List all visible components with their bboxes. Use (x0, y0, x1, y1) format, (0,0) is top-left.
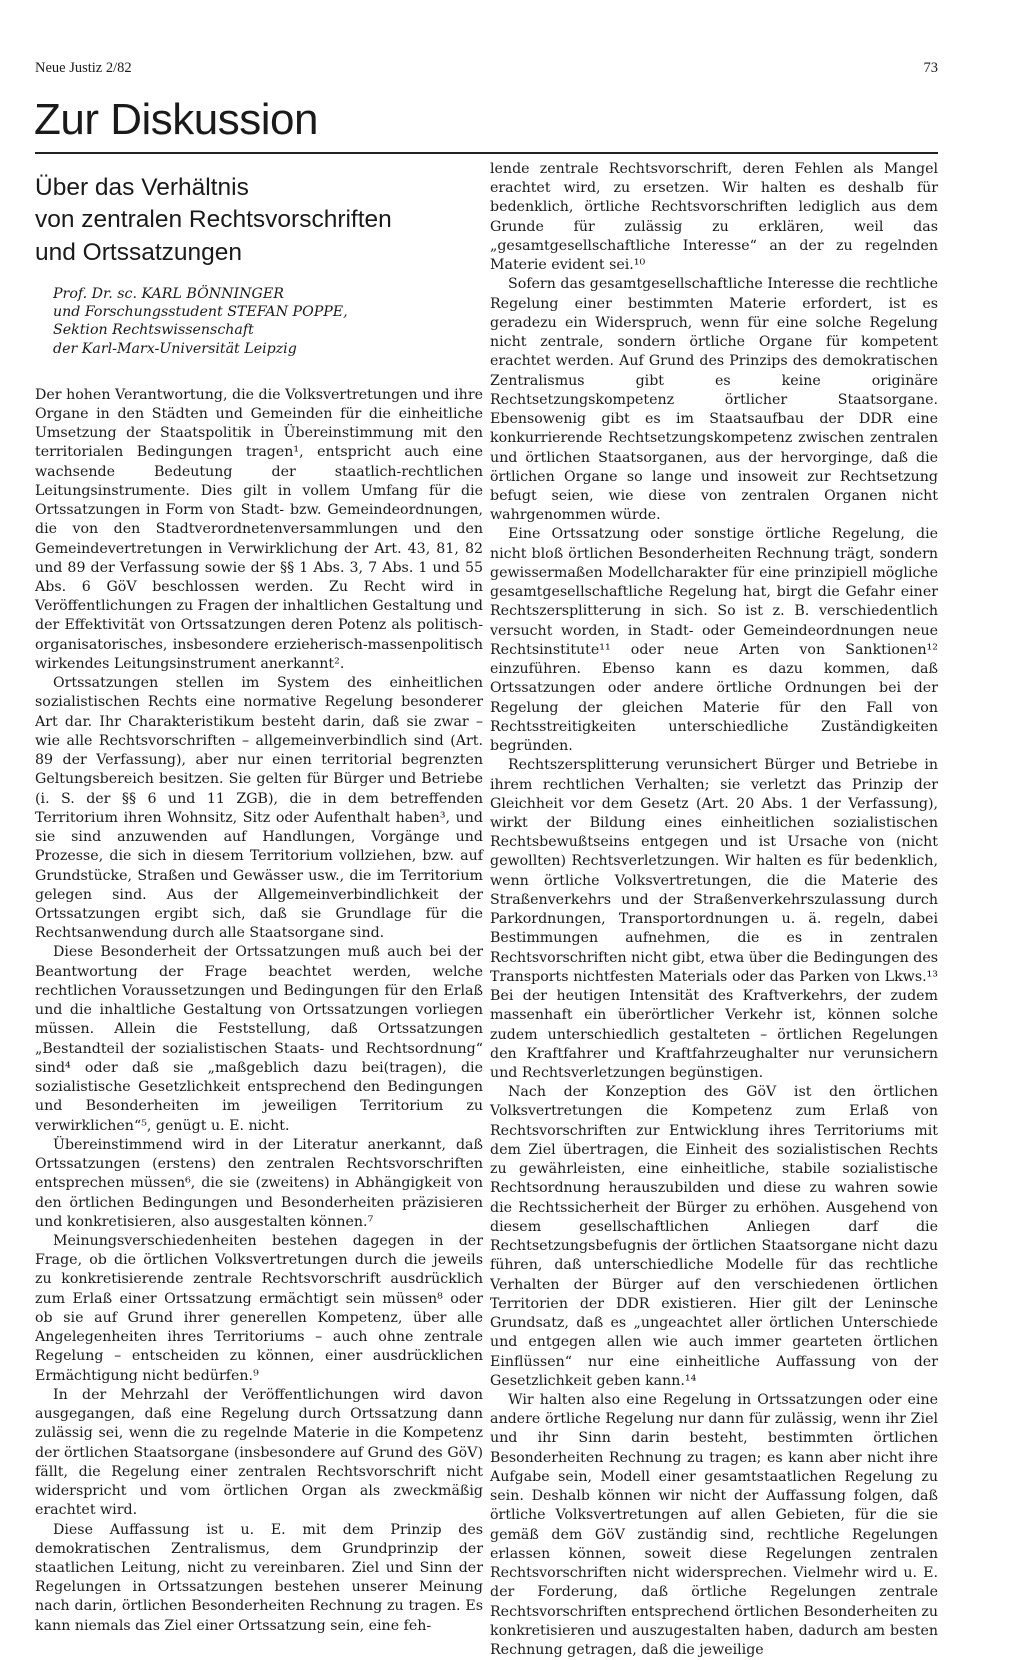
body-paragraph: Eine Ortssatzung oder sonstige örtliche Regelung, die nicht bloß örtlichen Besonderheiten Rechnung trägt, sondern gewissermaßen Modellcharakter für eine prinzipiell mögliche gesamtgesellschaftliche Regelung hat, birgt die Gefahr einer Rechtszersplitterung in sich. So ist z. B. verschiedentlich versucht worden, in Stadt- oder Gemeindeordnungen neue Rechtsinstitute¹¹ oder neue Arten von Sanktionen¹² einzuführen. Ebenso kann es dazu kommen, daß Ortssatzungen oder andere örtliche Ordnungen bei der Regelung der gleichen Materie für den Fall von Rechtsstreitigkeiten unterschiedliche Zuständigkeiten begründen. (490, 526, 938, 755)
body-paragraph: Diese Besonderheit der Ortssatzungen muß auch bei der Beantwortung der Frage beachtet werden, welche rechtlichen Voraussetzungen und Bedingungen für den Erlaß und die inhaltliche Gestaltung von Ortssatzungen vorliegen müssen. Allein die Feststellung, daß Ortssatzungen „Bestandteil der sozialistischen Staats- und Rechtsordnung“ sind⁴ oder daß sie „maßgeblich dazu bei(tragen), die sozialistische Gesetzlichkeit entsprechend den Bedingungen und Besonderheiten im jeweiligen Territorium zu verwirklichen“⁵, genügt u. E. nicht. (35, 944, 483, 1134)
body-paragraph: lende zentrale Rechtsvorschrift, deren Fehlen als Mangel erachtet wird, zu ersetzen. Wir halten es deshalb für bedenklich, örtliche Rechtsvorschriften lediglich aus dem Grunde für zulässig zu erklären, weil das „gesamtgesellschaftliche Interesse“ an der zu regelnden Materie evident sei.¹⁰ (490, 161, 938, 274)
body-paragraph: Sofern das gesamtgesellschaftliche Interesse die rechtliche Regelung einer bestimmten Materie erfordert, ist es geradezu ein Widerspruch, wenn für eine solche Regelung nicht zentrale, sondern örtliche Organe für kompetent erachtet werden. Auf Grund des Prinzips des demokratischen Zentralismus gibt es keine originäre Rechtsetzungskompetenz örtlicher Staatsorgane. Ebensowenig gibt es im Staatsaufbau der DDR eine konkurrierende Rechtsetzungskompetenz zwischen zentralen und örtlichen Staatsorganen, aus der hervorginge, daß die örtlichen Organe so lange und insoweit zur Rechtsetzung befugt seien, wie diese von zentralen Organen nicht wahrgenommen würde. (490, 276, 938, 524)
author-line: Sektion Rechtswissenschaft (53, 322, 254, 339)
body-paragraph: Nach der Konzeption des GöV ist den örtlichen Volksvertretungen die Kompetenz zum Erlaß von Rechtsvorschriften zur Entwicklung ihres Territoriums mit dem Ziel übertragen, die Einheit des sozialistischen Rechts zu gewährleisten, eine einheitliche, stabile sozialistische Rechtsordnung herauszubilden und diese zu wahren sowie die Rechtssicherheit der Bürger zu erhöhen. Ausgehend von diesem gesellschaftlichen Anliegen darf die Rechtsetzungsbefugnis der örtlichen Staatsorgane nicht dazu führen, daß unterschiedliche Modelle für das rechtliche Verhalten der Bürger auf den verschiedenen örtlichen Territorien der DDR existieren. Hier gilt der Leninsche Grundsatz, daß es „ungeachtet aller örtlichen Unterschiede und entgegen allen wie auch immer gearteten örtlichen Einflüssen“ nur eine einheitliche Auffassung von der Gesetzlichkeit geben kann.¹⁴ (490, 1084, 938, 1389)
running-head (35, 60, 938, 82)
left-column (35, 160, 483, 1636)
author-line: Prof. Dr. sc. KARL BÖNNINGER (53, 285, 284, 302)
article-title-line: Über das Verhältnis (35, 174, 249, 201)
right-column (490, 160, 938, 1660)
body-paragraph: Wir halten also eine Regelung in Ortssatzungen oder eine andere örtliche Regelung nur dann für zulässig, wenn ihr Ziel und ihr Sinn darin besteht, bestimmten örtlichen Besonderheiten Rechnung zu tragen; es kann aber nicht ihre Aufgabe sein, Modell einer gesamtstaatlichen Regelung zu sein. Deshalb können wir nicht der Auffassung folgen, daß örtliche Volksvertretungen auf allen Gebieten, für die sie gemäß dem GöV zuständig sind, rechtliche Regelungen erlassen können, soweit diese Regelungen zentralen Rechtsvorschriften nicht widersprechen. Vielmehr wird u. E. der Forderung, daß örtliche Regelungen zentrale Rechtsvorschriften entsprechend örtlichen Besonderheiten zu konkretisieren und auszugestalten haben, dadurch am besten Rechnung getragen, daß die jeweilige (490, 1392, 938, 1659)
body-paragraph: Rechtszersplitterung verunsichert Bürger und Betriebe in ihrem rechtlichen Verhalten; sie verletzt das Prinzip der Gleichheit vor dem Gesetz (Art. 20 Abs. 1 der Verfassung), wirkt der Bildung eines einheitlichen sozialistischen Rechtsbewußtseins entgegen und ist Ursache von (nicht gewollten) Rechtsverletzungen. Wir halten es für bedenklich, wenn örtliche Volksvertretungen, die die Materie des Straßenverkehrs und der Straßenverkehrszulassung durch Parkordnungen, Transportordnungen u. ä. regeln, dabei Bestimmungen aufnehmen, die es in zentralen Rechtsvorschriften nicht gibt, etwa über die Bedingungen des Transports nichtfesten Materials oder das Parken von Lkws.¹³ Bei der heutigen Intensität des Kraftverkehrs, der zudem massenhaft ein überörtlicher Verkehr ist, können solche zudem unterschiedlich gestalteten – örtlichen Regelungen den Kraftfahrer und Kraftfahrzeughalter nur verunsichern und Rechtsverletzungen begünstigen. (490, 757, 939, 1082)
body-paragraph: Übereinstimmend wird in der Literatur anerkannt, daß Ortssatzungen (erstens) den zentralen Rechtsvorschriften entsprechen müssen⁶, die sie (zweitens) in Abhängigkeit von den örtlichen Bedingungen und Besonderheiten präzisieren und konkretisieren, also ausgestalten können.⁷ (35, 1136, 483, 1230)
article-title-line: und Ortssatzungen (35, 238, 243, 266)
body-paragraph: Der hohen Verantwortung, die die Volksvertretungen und ihre Organe in den Städten und Gemeinden für die einheitliche Umsetzung der Staatspolitik in Übereinstimmung mit den territorialen Bedingungen tragen¹, entspricht auch eine wachsende Bedeutung der staatlich-rechtlichen Leitungsinstrumente. Dies gilt in vollem Umfang für die Ortssatzungen in Form von Stadt- bzw. Gemeindeordnungen, die von den Stadtverordnetenversammlungen und den Gemeindevertretungen in Verwirklichung der Art. 43, 81, 82 und 89 der Verfassung sowie der §§ 1 Abs. 3, 7 Abs. 1 und 55 Abs. 6 GöV beschlossen werden. Zu Recht wird in Veröffentlichungen zu Fragen der inhaltlichen Gestaltung und der Effektivität von Ortssatzungen deren Potenz als politisch-organisatorisches, insbesondere erzieherisch-massenpolitisch wirkendes Leitungsinstrument anerkannt². (35, 386, 483, 672)
body-paragraph: Meinungsverschiedenheiten bestehen dagegen in der Frage, ob die örtlichen Volksvertretungen durch die jeweils zu konkretisierende zentrale Rechtsvorschrift ausdrücklich zum Erlaß einer Ortssatzung ermächtigt sein müssen⁸ oder ob sie auf Grund ihrer generellen Kompetenz, über alle Angelegenheiten ihres Territoriums – auch ohne zentrale Regelung – entscheiden zu können, einer ausdrücklichen Ermächtigung nicht bedürfen.⁹ (35, 1232, 483, 1384)
body-paragraph: Ortssatzungen stellen im System des einheitlichen sozialistischen Rechts eine normative Regelung besonderer Art dar. Ihr Charakteristikum besteht darin, daß sie zwar – wie alle Rechtsvorschriften – allgemeinverbindlich sind (Art. 89 der Verfassung), aber nur einen territorial begrenzten Geltungsbereich besitzen. Sie gelten für Bürger und Betriebe (i. S. der §§ 6 und 11 ZGB), die in dem betreffenden Territorium ihren Wohnsitz, Sitz oder Aufenthalt haben³, und sie sind anzuwenden auf Handlungen, Vorgänge und Prozesse, die sich in diesem Territorium vollziehen, bzw. auf Grundstücke, Straßen und Gewässer usw., die im Territorium gelegen sind. Aus der Allgemeinverbindlichkeit der Ortssatzungen ergibt sich, daß sie Grundlage für die Rechtsanwendung durch alle Staatsorgane sind. (35, 675, 483, 942)
article-title (35, 172, 483, 269)
author-line: der Karl-Marx-Universität Leipzig (53, 340, 297, 357)
page-number: 73 (923, 60, 938, 76)
section-rule (35, 152, 938, 154)
author-line: und Forschungsstudent STEFAN POPPE, (53, 304, 348, 321)
author-block (53, 285, 483, 358)
article-title-line: von zentralen Rechtsvorschriften (35, 206, 392, 234)
section-title: Zur Diskussion (34, 95, 318, 144)
publication-name: Neue Justiz 2/82 (35, 60, 132, 76)
body-paragraph: In der Mehrzahl der Veröffentlichungen wird davon ausgegangen, daß eine Regelung durch Ortssatzung dann zulässig sei, wenn die zu regelnde Materie in die Kompetenz der örtlichen Staatsorgane (insbesondere auf Grund des GöV) fällt, die Regelung einer zentralen Rechtsvorschrift nicht widerspricht und vom örtlichen Organ als zweckmäßig erachtet wird. (35, 1386, 483, 1519)
body-paragraph: Diese Auffassung ist u. E. mit dem Prinzip des demokratischen Zentralismus, dem Grundprinzip der staatlichen Leitung, nicht zu vereinbaren. Ziel und Sinn der Regelungen in Ortssatzungen bestehen unserer Meinung nach darin, örtlichen Besonderheiten Rechnung zu tragen. Es kann niemals das Ziel einer Ortssatzung sein, eine feh- (35, 1521, 483, 1634)
